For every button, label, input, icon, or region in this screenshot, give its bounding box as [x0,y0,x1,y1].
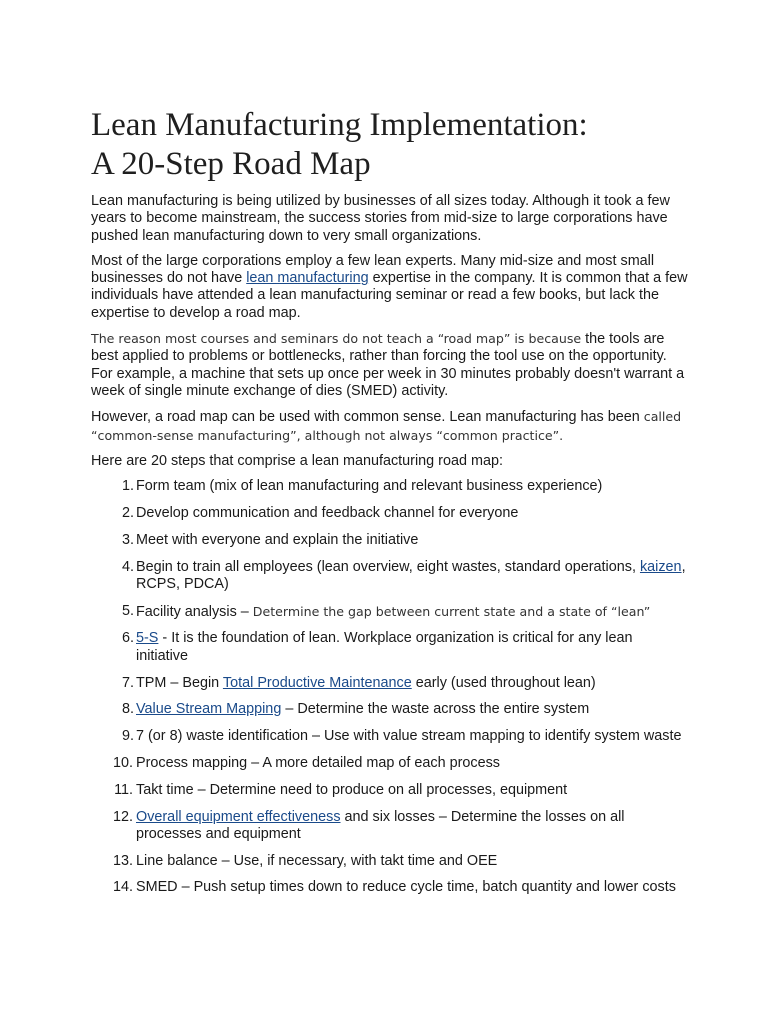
step-text: 7 (or 8) waste identification – Use with value stream mapping to identify system waste [136,728,682,745]
step-text: - It is the foundation of lean. Workplace organization is critical for any lean initiative [136,630,633,664]
experts-paragraph [91,253,688,322]
list-item [91,478,688,495]
list-item [91,532,688,549]
step-text: SMED – Push setup times down to reduce cycle time, batch quantity and lower costs [136,879,676,896]
5s-link[interactable]: 5-S [136,630,159,647]
step-text: Form team (mix of lean manufacturing and relevant business experience) [136,478,603,495]
text-span: called “common-sense manufacturing”, although not always “common practice”. [91,409,682,443]
list-item [91,630,688,665]
step-text: – Determine the waste across the entire system [281,701,590,718]
step-text: Facility analysis – [136,603,253,620]
list-number: 7. [121,674,134,691]
steps-intro-paragraph: Here are 20 steps that comprise a lean manufacturing road map: [91,452,503,469]
list-number: 3. [121,531,134,548]
list-item [91,879,688,896]
list-number: 12. [112,808,133,825]
list-number: 11. [114,781,133,798]
list-number: 13. [112,852,133,869]
road-map-reason-paragraph [91,330,688,400]
kaizen-link[interactable]: kaizen [639,558,682,575]
page-title [91,106,688,184]
list-item [91,853,688,870]
list-number: 8. [121,701,134,718]
step-text: Determine the gap between current state and a state of “lean” [252,603,651,619]
lean-manufacturing-link[interactable]: lean manufacturing [246,270,369,287]
list-number: 4. [121,558,134,575]
step-text: Takt time – Determine need to produce on all processes, equipment [136,781,568,798]
list-item [91,701,688,718]
value-stream-mapping-link[interactable]: Value Stream Mapping [136,701,282,718]
common-sense-paragraph [91,408,688,445]
list-number: 5. [121,602,134,619]
list-item [91,809,688,844]
step-text: Meet with everyone and explain the initiative [136,531,419,548]
list-item [91,559,688,594]
title-line-1: Lean Manufacturing Implementation: [91,107,588,143]
text-span: Most of the large corporations employ a few lean experts. Many mid-size and most small businesses do not have [91,252,655,287]
step-text: Line balance – Use, if necessary, with takt time and OEE [136,852,498,869]
list-number: 10. [112,754,133,771]
text-span: the tools are best applied to problems or bottlenecks, rather than forcing the tool use on the opportunity. For example, a machine that sets up once per week in 30 minutes probably doesn't warrant a week of single minute exchange of dies (SMED) activity. [91,331,685,399]
text-span: The reason most courses and seminars do not teach a “road map” is because [91,331,582,347]
list-item [91,603,688,621]
intro-paragraph: Lean manufacturing is being utilized by businesses of all sizes today. Although it took a few years to become mainstream, the success stories from mid-size to large corporations have pushed lean manufacturing down to very small organizations. [91,193,670,244]
list-number: 1. [121,478,134,495]
overall-equipment-effectiveness-link[interactable]: Overall equipment effectiveness [136,808,341,825]
list-number: 2. [121,504,134,521]
step-text: and six losses – Determine the losses on all processes and equipment [136,808,625,842]
list-item [91,755,688,772]
step-text: Process mapping – A more detailed map of each process [136,754,500,771]
steps-list [91,478,688,897]
total-productive-maintenance-link[interactable]: Total Productive Maintenance [222,674,412,691]
list-item [91,782,688,799]
list-number: 14. [112,879,133,896]
step-text: Develop communication and feedback channel for everyone [136,504,519,521]
step-text: Begin to train all employees (lean overview, eight wastes, standard operations, [136,558,640,575]
list-number: 9. [121,728,134,745]
title-line-2: A 20-Step Road Map [91,146,371,182]
list-number: 6. [121,630,134,647]
text-span: However, a road map can be used with common sense. Lean manufacturing has been [91,409,644,426]
list-item [91,505,688,522]
step-text: early (used throughout lean) [411,674,596,691]
step-text: , RCPS, PDCA) [136,558,686,592]
step-text: TPM – Begin [136,674,223,691]
list-item [91,675,688,692]
text-span: expertise in the company. It is common that a few individuals have attended a lean manufacturing seminar or read a few books, but lack the expertise to develop a road map. [91,270,688,321]
list-item [91,728,688,745]
